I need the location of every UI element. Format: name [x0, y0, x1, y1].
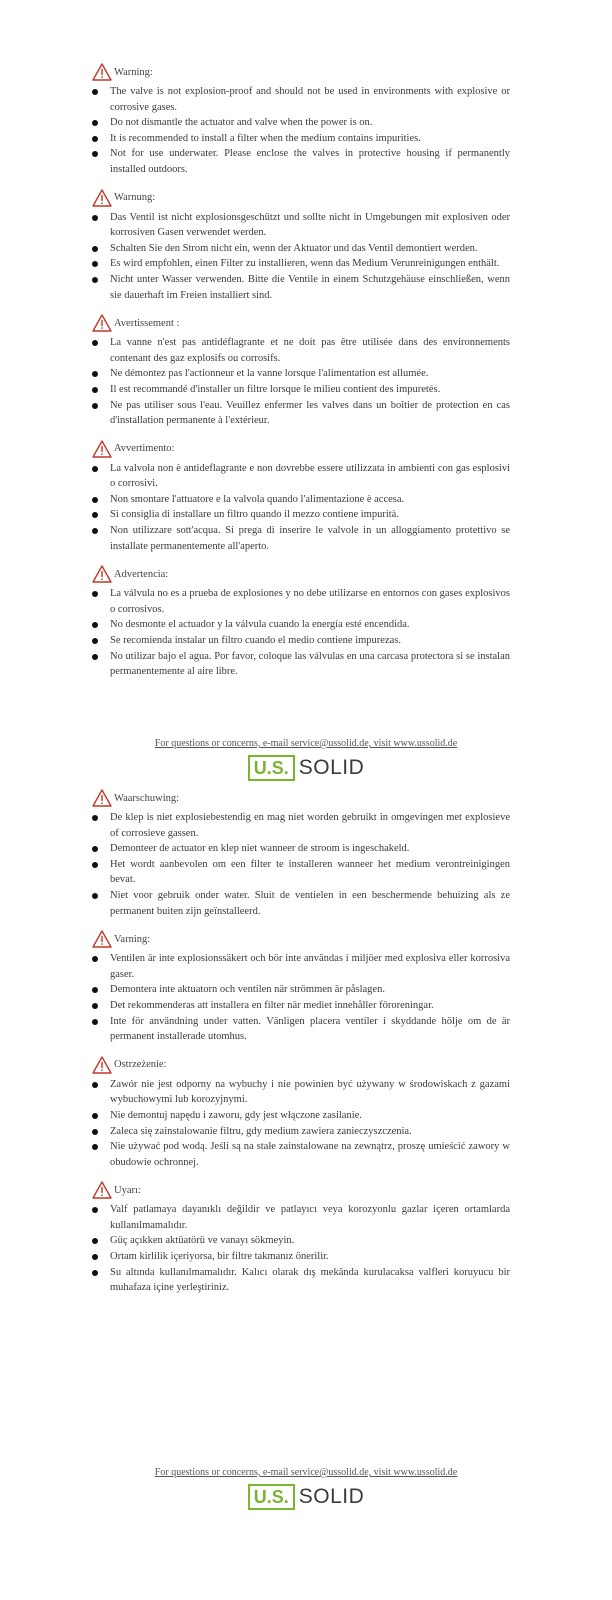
list-item-text: Not for use underwater. Please enclose the valves in protective housing if permanently installed outdoors. — [110, 148, 510, 175]
section-heading — [92, 62, 510, 82]
section-heading — [92, 439, 510, 459]
list-item-text: Valf patlamaya dayanıklı değildir ve patlayıcı veya korozyonlu gazlar içeren ortamlarda kullanılmamalıdır. — [110, 1204, 510, 1231]
list-item-text: The valve is not explosion-proof and should not be used in environments with explosive or corrosive gases. — [110, 86, 510, 113]
list-item-text: La válvula no es a prueba de explosiones y no debe utilizarse en entornos con gases explosivos o corrosivos. — [110, 588, 510, 615]
section-heading — [92, 929, 510, 949]
list-item-text: Do not dismantle the actuator and valve when the power is on. — [110, 117, 373, 129]
list-item — [92, 810, 510, 841]
list-item-text: Ortam kirlilik içeriyorsa, bir filtre takmanız önerilir. — [110, 1251, 329, 1263]
list-item — [92, 617, 510, 633]
list-item-text: Non smontare l'attuatore e la valvola quando l'alimentazione è accesa. — [110, 493, 405, 505]
bullet-dot-icon — [92, 1207, 98, 1213]
warning-list — [92, 810, 510, 919]
list-item-text: Ne pas utiliser sous l'eau. Veuillez enfermer les valves dans un boîtier de protection en cas d'installation permanente à l'extérieur. — [110, 399, 510, 427]
warning-section — [92, 788, 510, 919]
list-item-text: Se recomienda instalar un filtro cuando el medio contiene impurezas. — [110, 635, 401, 647]
warning-section — [92, 1055, 510, 1171]
section-heading — [92, 188, 510, 208]
list-item — [92, 857, 510, 888]
list-item — [92, 492, 510, 508]
bullet-dot-icon — [92, 1238, 98, 1244]
bullet-dot-icon — [92, 638, 98, 644]
list-item-text: Inte för användning under vatten. Vänligen placera ventiler i skyddande hölje om de är permanent installerade utomhus. — [110, 1015, 510, 1043]
list-item — [92, 951, 510, 982]
warning-list — [92, 1202, 510, 1296]
bullet-dot-icon — [92, 1254, 98, 1260]
list-item — [92, 115, 510, 131]
bullet-dot-icon — [92, 893, 98, 899]
list-item-text: Nie używać pod wodą. Jeśli są na stałe zainstalowane na zewnątrz, proszę umieścić zawory w obudowie ochronnej. — [110, 1141, 510, 1168]
company-logo — [0, 754, 612, 782]
list-item — [92, 210, 510, 241]
section-heading-text: Warnung: — [114, 192, 156, 204]
bullet-dot-icon — [92, 387, 98, 393]
list-item — [92, 998, 510, 1014]
list-item — [92, 1077, 510, 1108]
list-item — [92, 241, 510, 257]
footer — [0, 733, 612, 782]
list-item-text: Non utilizzare sott'acqua. Si prega di inserire le valvole in un alloggiamento protettivo se installate permanentemente all'aperto. — [110, 525, 510, 552]
bullet-dot-icon — [92, 987, 98, 993]
bullet-dot-icon — [92, 815, 98, 821]
warning-section — [92, 62, 510, 178]
logo-mark: U.S. — [248, 1484, 295, 1510]
bullet-dot-icon — [92, 277, 98, 283]
warning-section — [92, 929, 510, 1045]
bullet-dot-icon — [92, 528, 98, 534]
bullet-dot-icon — [92, 622, 98, 628]
logo-word: SOLID — [298, 1485, 365, 1508]
bullet-dot-icon — [92, 1019, 98, 1025]
warning-section — [92, 439, 510, 555]
bullet-dot-icon — [92, 512, 98, 518]
list-item — [92, 1108, 510, 1124]
bullet-dot-icon — [92, 89, 98, 95]
list-item-text: Ne démontez pas l'actionneur et la vanne lorsque l'alimentation est allumée. — [110, 368, 429, 380]
section-heading — [92, 1180, 510, 1200]
list-item — [92, 982, 510, 998]
warning-triangle-icon — [92, 1056, 112, 1074]
section-heading — [92, 1055, 510, 1075]
warning-list — [92, 586, 510, 680]
list-item — [92, 1202, 510, 1233]
list-item — [92, 461, 510, 492]
warning-list — [92, 335, 510, 429]
warning-triangle-icon — [92, 440, 112, 458]
bullet-dot-icon — [92, 956, 98, 962]
bullet-dot-icon — [92, 654, 98, 660]
list-item — [92, 888, 510, 919]
warning-triangle-icon — [92, 565, 112, 583]
bullet-dot-icon — [92, 403, 98, 409]
list-item-text: No utilizar bajo el agua. Por favor, coloque las válvulas en una carcasa protectora si se instalan permanentemente al aire libre. — [110, 650, 510, 678]
warning-section — [92, 1180, 510, 1296]
warning-section — [92, 188, 510, 304]
list-item-text: Es wird empfohlen, einen Filter zu installieren, wenn das Medium Verunreinigungen enthält. — [110, 258, 500, 270]
list-item — [92, 335, 510, 366]
list-item — [92, 272, 510, 303]
warnings-content — [92, 62, 510, 690]
bullet-dot-icon — [92, 862, 98, 868]
warning-section — [92, 313, 510, 429]
list-item-text: Det rekommenderas att installera en filter när mediet innehåller föroreningar. — [110, 999, 434, 1011]
section-heading — [92, 564, 510, 584]
list-item — [92, 131, 510, 147]
bullet-dot-icon — [92, 466, 98, 472]
warnings-content — [92, 788, 510, 1306]
list-item-text: Zaleca się zainstalowanie filtru, gdy medium zawiera zanieczyszczenia. — [110, 1125, 412, 1137]
section-heading-text: Waarschuwing: — [114, 792, 180, 804]
list-item — [92, 1139, 510, 1170]
list-item-text: Il est recommandé d'installer un filtre lorsque le milieu contient des impuretés. — [110, 383, 441, 395]
list-item-text: La vanne n'est pas antidéflagrante et ne doit pas être utilisée dans des environnements contenant des gaz explosifs ou corrosifs. — [110, 337, 510, 364]
section-heading-text: Advertencia: — [114, 568, 169, 580]
list-item-text: La valvola non è antideflagrante e non dovrebbe essere utilizzata in ambienti con gas esplosivi o corrosivi. — [110, 462, 510, 490]
bullet-dot-icon — [92, 591, 98, 597]
warning-triangle-icon — [92, 789, 112, 807]
warning-triangle-icon — [92, 63, 112, 81]
list-item — [92, 1249, 510, 1265]
footer-contact-link[interactable]: For questions or concerns, e-mail service@ussolid.de, visit www.ussolid.de — [154, 738, 458, 749]
list-item-text: Nie demontuj napędu i zaworu, gdy jest włączone zasilanie. — [110, 1109, 362, 1121]
bullet-dot-icon — [92, 1003, 98, 1009]
warning-list — [92, 951, 510, 1045]
bullet-dot-icon — [92, 1113, 98, 1119]
list-item — [92, 1014, 510, 1045]
section-heading-text: Uyarı: — [114, 1184, 141, 1196]
footer — [0, 1462, 612, 1511]
list-item-text: Güç açıkken aktüatörü ve vanayı sökmeyin. — [110, 1235, 295, 1247]
bullet-dot-icon — [92, 1144, 98, 1150]
list-item-text: Demonteer de actuator en klep niet wanneer de stroom is ingeschakeld. — [110, 843, 410, 855]
list-item-text: Niet voor gebruik onder water. Sluit de ventielen in een beschermende behuizing als ze permanent buiten zijn geïnstalleerd. — [110, 889, 510, 917]
list-item — [92, 84, 510, 115]
section-heading-text: Warning: — [114, 66, 153, 78]
bullet-dot-icon — [92, 846, 98, 852]
footer-contact-link[interactable]: For questions or concerns, e-mail service@ussolid.de, visit www.ussolid.de — [154, 1467, 458, 1478]
section-heading-text: Avertissement : — [114, 317, 180, 329]
bullet-dot-icon — [92, 246, 98, 252]
list-item — [92, 1265, 510, 1296]
list-item — [92, 649, 510, 680]
list-item-text: Ventilen är inte explosionssäkert och bör inte användas i miljöer med explosiva eller korrosiva gaser. — [110, 953, 510, 980]
bullet-dot-icon — [92, 1082, 98, 1088]
list-item — [92, 256, 510, 272]
list-item-text: De klep is niet explosiebestendig en mag niet worden gebruikt in omgevingen met explosieve of corrosieve gassen. — [110, 812, 510, 839]
list-item-text: It is recommended to install a filter when the medium contains impurities. — [110, 132, 421, 144]
logo-mark: U.S. — [248, 755, 295, 781]
page-2 — [0, 792, 612, 1600]
warning-list — [92, 84, 510, 178]
warning-triangle-icon — [92, 1181, 112, 1199]
list-item-text: No desmonte el actuador y la válvula cuando la energía esté encendida. — [110, 619, 410, 631]
warning-list — [92, 1077, 510, 1171]
list-item — [92, 523, 510, 554]
list-item — [92, 398, 510, 429]
section-heading-text: Avvertimento: — [114, 443, 175, 455]
list-item-text: Zawór nie jest odporny na wybuchy i nie powinien być używany w środowiskach z gazami wybuchowymi lub korozyjnymi. — [110, 1078, 510, 1106]
section-heading-text: Ostrzeżenie: — [114, 1059, 167, 1071]
bullet-dot-icon — [92, 215, 98, 221]
list-item — [92, 1124, 510, 1140]
warning-triangle-icon — [92, 314, 112, 332]
logo-word: SOLID — [298, 756, 365, 779]
list-item — [92, 507, 510, 523]
section-heading — [92, 313, 510, 333]
bullet-dot-icon — [92, 136, 98, 142]
bullet-dot-icon — [92, 497, 98, 503]
company-logo — [0, 1483, 612, 1511]
warning-section — [92, 564, 510, 680]
bullet-dot-icon — [92, 371, 98, 377]
warning-triangle-icon — [92, 189, 112, 207]
bullet-dot-icon — [92, 1129, 98, 1135]
bullet-dot-icon — [92, 1270, 98, 1276]
list-item — [92, 382, 510, 398]
warning-triangle-icon — [92, 930, 112, 948]
bullet-dot-icon — [92, 120, 98, 126]
bullet-dot-icon — [92, 151, 98, 157]
list-item — [92, 366, 510, 382]
list-item-text: Het wordt aanbevolen om een filter te installeren wanneer het medium verontreinigingen bevat. — [110, 858, 510, 886]
bullet-dot-icon — [92, 261, 98, 267]
list-item-text: Schalten Sie den Strom nicht ein, wenn der Aktuator und das Ventil demontiert werden. — [110, 242, 478, 254]
list-item — [92, 633, 510, 649]
list-item-text: Nicht unter Wasser verwenden. Bitte die Ventile in einem Schutzgehäuse einschließen, wenn sie dauerhaft im Freien installiert sind. — [110, 273, 510, 301]
warning-list — [92, 461, 510, 555]
list-item-text: Su altında kullanılmamalıdır. Kalıcı olarak dış mekânda kurulacaksa valfleri koruyucu bir muhafaza içine yerleştiriniz. — [110, 1266, 510, 1294]
list-item-text: Si consiglia di installare un filtro quando il mezzo contiene impurità. — [110, 509, 399, 521]
list-item-text: Demontera inte aktuatorn och ventilen när strömmen är påslagen. — [110, 984, 385, 996]
section-heading-text: Varning: — [114, 933, 151, 945]
list-item — [92, 146, 510, 177]
section-heading — [92, 788, 510, 808]
list-item-text: Das Ventil ist nicht explosionsgeschützt und sollte nicht in Umgebungen mit explosiven oder korrosiven Gasen verwendet werden. — [110, 211, 510, 239]
warning-list — [92, 210, 510, 304]
list-item — [92, 1233, 510, 1249]
list-item — [92, 841, 510, 857]
list-item — [92, 586, 510, 617]
bullet-dot-icon — [92, 340, 98, 346]
